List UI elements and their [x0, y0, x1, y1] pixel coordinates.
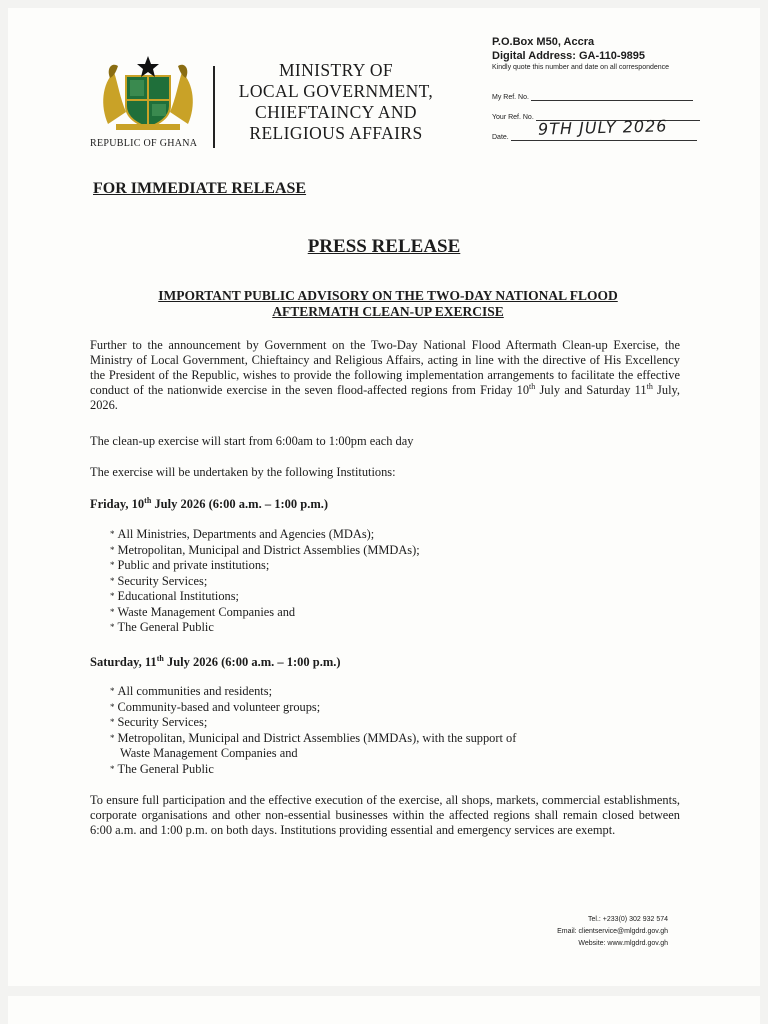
list-item: * Public and private institutions; — [110, 558, 270, 572]
press-release-title: PRESS RELEASE — [307, 236, 461, 257]
heading-line: IMPORTANT PUBLIC ADVISORY ON THE TWO-DAY NATIONAL FLOOD — [158, 288, 618, 303]
saturday-heading: Saturday, 11th July 2026 (6:00 a.m. – 1:00 p.m.) — [90, 653, 341, 669]
ghana-coat-of-arms-icon — [96, 54, 200, 134]
footer-tel: Tel.: +233(0) 302 932 574 — [588, 916, 668, 923]
intro-paragraph: Further to the announcement by Government on the Two-Day National Flood Aftermath Clean-up Exercise, the Ministry of Local Government, Chieftaincy and Religious Affairs, acting in line with the directive of His Excellency the President of the Republic, wishes to provide the following implementation arrangements to facilitate the effective conduct of the nationwide exercise in the seven flood-affected regions from Friday 10th July and Saturday 11th July, 2026. — [90, 338, 680, 412]
for-immediate-release: FOR IMMEDIATE RELEASE — [93, 180, 307, 197]
list-item: * Waste Management Companies and — [110, 604, 296, 619]
ministry-name — [222, 60, 450, 144]
footer-email: Email: clientservice@mlgdrd.gov.gh — [557, 928, 668, 935]
your-ref-label: Your Ref. No. — [492, 114, 534, 121]
ministry-line: MINISTRY OF — [278, 60, 394, 80]
list-item: * Security Services; — [110, 715, 208, 729]
list-item: * Metropolitan, Municipal and District Assemblies (MMDAs), with the support of — [110, 730, 517, 745]
list-item: * Metropolitan, Municipal and District Assemblies (MMDAs); — [110, 542, 420, 557]
republic-of-ghana-label: REPUBLIC OF GHANA — [90, 138, 198, 149]
time-line: The clean-up exercise will start from 6:00am to 1:00pm each day — [90, 434, 414, 448]
my-ref-line — [492, 92, 693, 101]
list-item: * Educational Institutions; — [110, 589, 239, 603]
saturday-list — [110, 684, 516, 777]
my-ref-blank — [531, 92, 693, 101]
advisory-heading — [80, 288, 696, 320]
list-item-continuation: Waste Management Companies and — [120, 746, 298, 760]
list-item: * Security Services; — [110, 573, 208, 588]
list-item: * The General Public — [110, 761, 214, 776]
po-box: P.O.Box M50, Accra — [492, 36, 595, 48]
digital-address: Digital Address: GA-110-9895 — [492, 50, 646, 62]
handwritten-date: 9TH JULY 2026 — [537, 116, 668, 139]
list-item: * The General Public — [110, 620, 214, 634]
footer-website: Website: www.mlgdrd.gov.gh — [578, 940, 668, 947]
institutions-line: The exercise will be undertaken by the following Institutions: — [90, 465, 396, 479]
next-page-edge — [8, 996, 760, 1024]
ministry-line: LOCAL GOVERNMENT, — [238, 81, 434, 101]
ministry-line: CHIEFTAINCY AND — [255, 102, 417, 122]
ministry-line: RELIGIOUS AFFAIRS — [249, 123, 423, 143]
friday-heading: Friday, 10th July 2026 (6:00 a.m. – 1:00 p.m.) — [90, 495, 329, 511]
friday-list — [110, 527, 420, 636]
footer-contacts — [557, 914, 668, 950]
date-label: Date. — [492, 134, 509, 141]
heading-line: AFTERMATH CLEAN-UP EXERCISE — [272, 304, 504, 319]
my-ref-label: My Ref. No. — [492, 94, 529, 101]
kindly-quote-note: Kindly quote this number and date on all correspondence — [492, 64, 670, 71]
letterhead-divider — [213, 66, 215, 148]
list-item: * All Ministries, Departments and Agencies (MDAs); — [110, 527, 375, 541]
list-item: * Community-based and volunteer groups; — [110, 699, 321, 714]
closing-paragraph: To ensure full participation and the effective execution of the exercise, all shops, markets, commercial establishments, corporate organisations and other non-essential businesses within the affected regions shall remain closed between 6:00 a.m. and 1:00 p.m. on both days. Institutions providing essential and emergency services are exempt. — [90, 793, 680, 837]
list-item: * All communities and residents; — [110, 684, 273, 698]
